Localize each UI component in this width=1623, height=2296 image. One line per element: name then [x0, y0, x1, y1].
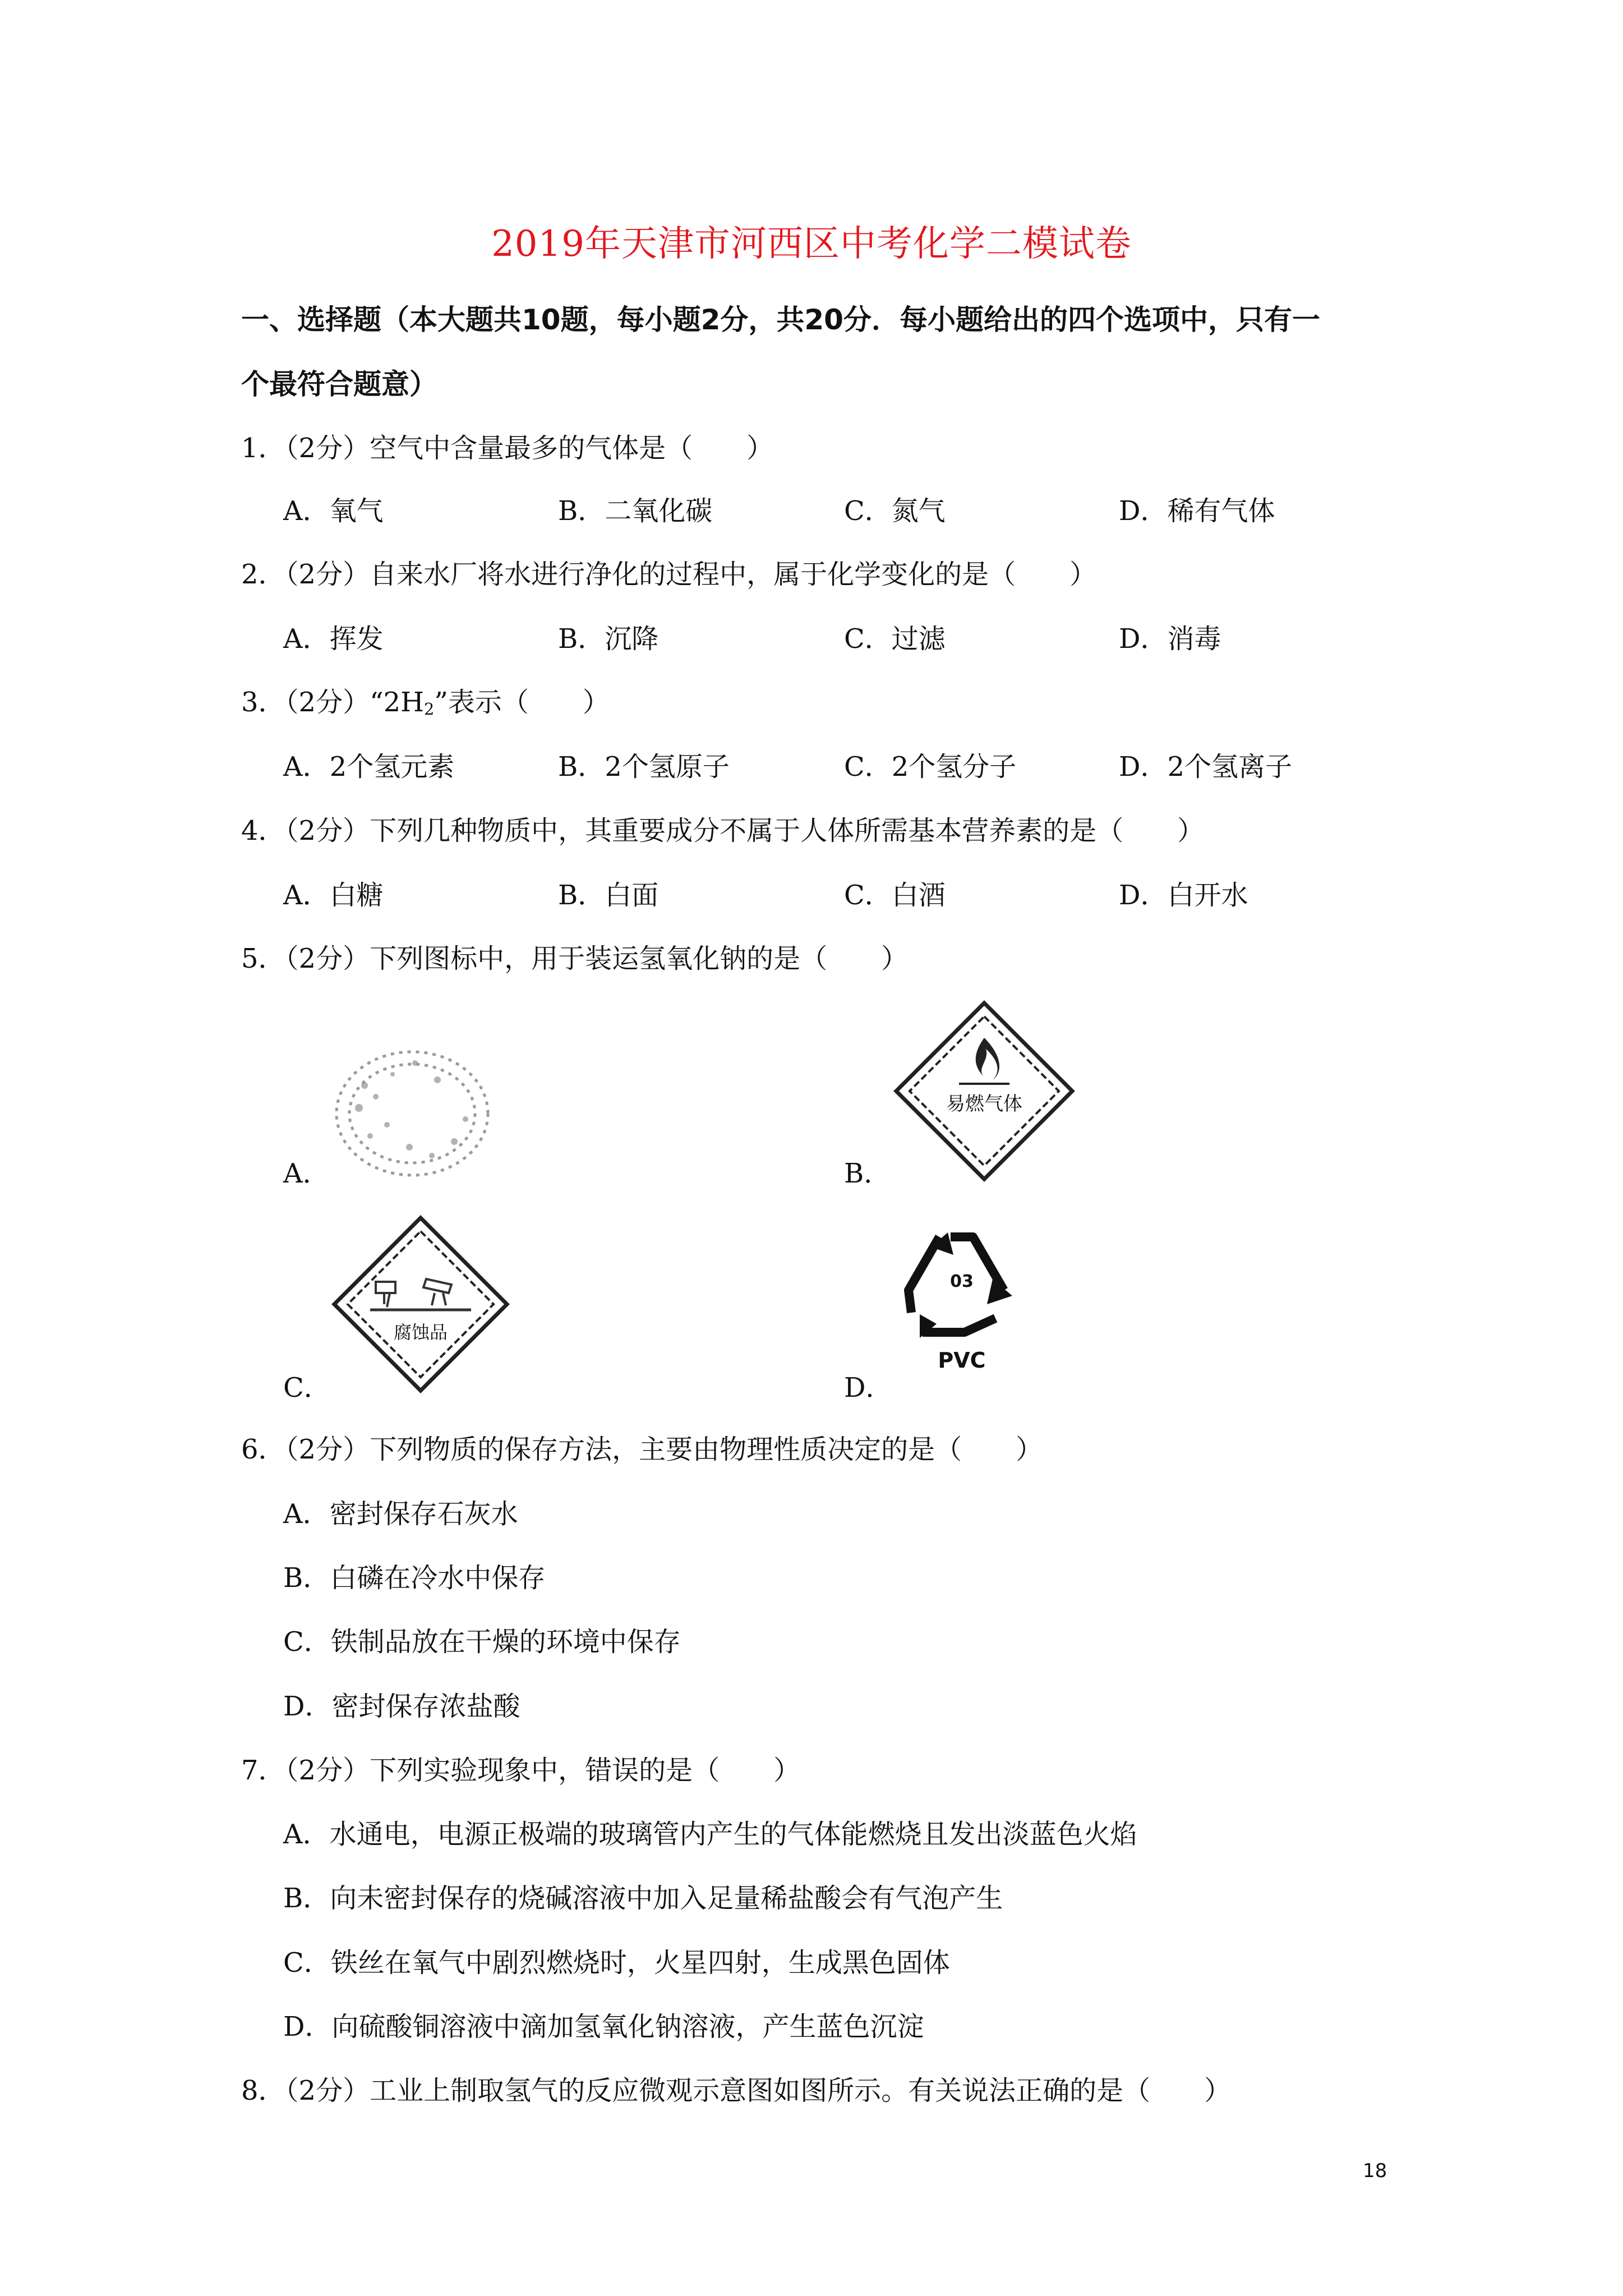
question-2-option-a: A．挥发 [283, 623, 384, 655]
question-4-option-a: A．白糖 [283, 880, 384, 911]
question-5-option-d: D． [844, 1372, 893, 1404]
question-5-option-c: C． [283, 1372, 331, 1404]
question-7-option-b: B．向未密封保存的烧碱溶液中加入足量稀盐酸会有气泡产生 [283, 1883, 1003, 1914]
question-5-option-b: B． [844, 1158, 891, 1189]
question-7-stem: 7．（2分）下列实验现象中，错误的是（ ） [241, 1755, 801, 1786]
question-2-stem: 2．（2分）自来水厂将水进行净化的过程中，属于化学变化的是（ ） [241, 559, 1097, 590]
question-3-option-b: B．2个氢原子 [558, 751, 730, 783]
question-6-option-a: A．密封保存石灰水 [283, 1498, 518, 1530]
question-1-option-a: A．氧气 [283, 495, 384, 527]
question-5-stem: 5．（2分）下列图标中，用于装运氢氧化钠的是（ ） [241, 943, 909, 974]
question-5-option-a: A． [283, 1158, 330, 1189]
flammable-gas-sign [892, 999, 1077, 1184]
question-6-option-b: B．白磷在冷水中保存 [283, 1562, 546, 1594]
question-6-option-c: C．铁制品放在干燥的环境中保存 [283, 1626, 681, 1658]
question-4-stem: 4．（2分）下列几种物质中，其重要成分不属于人体所需基本营养素的是（ ） [241, 815, 1205, 846]
question-3-option-d: D．2个氢离子 [1119, 751, 1293, 783]
question-7-option-d: D．向硫酸铜溶液中滴加氢氧化钠溶液，产生蓝色沉淀 [283, 2011, 924, 2042]
question-3-stem [241, 680, 610, 719]
corrosive-sign [331, 1214, 510, 1394]
question-6-stem: 6．（2分）下列物质的保存方法，主要由物理性质决定的是（ ） [241, 1434, 1043, 1465]
question-3-stem-post: ”表示（ ） [434, 687, 610, 718]
question-4-option-b: B．白面 [558, 880, 659, 911]
question-6-option-d: D．密封保存浓盐酸 [283, 1691, 520, 1722]
question-2-option-d: D．消毒 [1119, 623, 1221, 655]
question-3-stem-pre: 3．（2分）“2H [241, 687, 425, 718]
question-2-option-c: C．过滤 [844, 623, 946, 655]
recycle-pvc-sign [897, 1220, 1026, 1377]
question-2-option-b: B．沉降 [558, 623, 659, 655]
stamp-image [325, 1041, 499, 1186]
question-7-option-c: C．铁丝在氧气中剧烈燃烧时，火星四射，生成黑色固体 [283, 1947, 950, 1978]
page-number: 18 [1363, 2160, 1387, 2182]
recycle-number: 03 [950, 1272, 974, 1291]
question-3-option-c: C．2个氢分子 [844, 751, 1017, 783]
question-1-option-b: B．二氧化碳 [558, 495, 713, 527]
document-title: 2019年天津市河西区中考化学二模试卷 [491, 223, 1132, 265]
corrosive-label: 腐蚀品 [393, 1322, 448, 1343]
question-8-stem: 8．（2分）工业上制取氢气的反应微观示意图如图所示。有关说法正确的是（ ） [241, 2075, 1232, 2106]
question-4-option-d: D．白开水 [1119, 880, 1248, 911]
question-4-option-c: C．白酒 [844, 880, 946, 911]
question-1-option-c: C．氮气 [844, 495, 946, 527]
recycle-label: PVC [938, 1348, 986, 1373]
question-1-stem: 1．（2分）空气中含量最多的气体是（ ） [241, 432, 774, 464]
question-3-stem-subscript: 2 [424, 699, 435, 719]
section-heading-line1: 一、选择题（本大题共10题，每小题2分，共20分．每小题给出的四个选项中，只有一 [241, 303, 1320, 336]
flammable-gas-label: 易燃气体 [946, 1093, 1022, 1115]
question-7-option-a: A．水通电，电源正极端的玻璃管内产生的气体能燃烧且发出淡蓝色火焰 [283, 1819, 1137, 1850]
question-1-option-d: D．稀有气体 [1119, 495, 1275, 527]
question-3-option-a: A．2个氢元素 [283, 751, 455, 783]
section-heading-line2: 个最符合题意） [241, 368, 437, 401]
